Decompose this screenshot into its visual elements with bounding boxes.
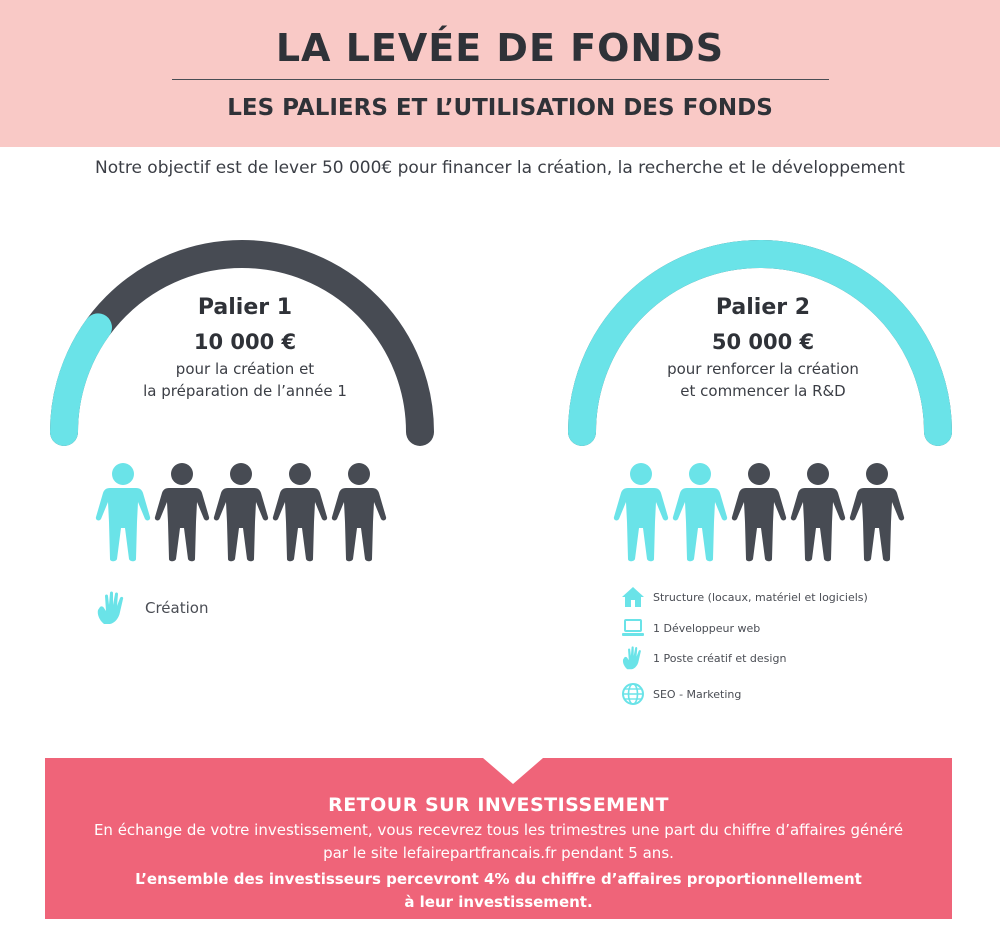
- tier-2-use-structure: [621, 586, 868, 608]
- tier-2-amount: 50 000 €: [711, 330, 815, 354]
- roi-heading: RETOUR SUR INVESTISSEMENT: [328, 794, 669, 816]
- tier-2-use-label-4: SEO - Marketing: [653, 687, 742, 701]
- tier-1-gauge: [35, 240, 455, 460]
- tier-2-use-label-2: 1 Développeur web: [653, 621, 761, 635]
- tier-1-amount: 10 000 €: [193, 330, 297, 354]
- person-icon: [331, 462, 387, 562]
- hand-icon: [621, 645, 645, 671]
- tier-1-desc-line2: la préparation de l’année 1: [143, 382, 347, 400]
- person-icon: [613, 462, 669, 562]
- person-icon: [154, 462, 210, 562]
- person-icon: [731, 462, 787, 562]
- tier-2-desc-line2: et commencer la R&D: [680, 382, 846, 400]
- header-banner: [0, 0, 1000, 147]
- person-icon: [790, 462, 846, 562]
- roi-notch: [483, 758, 543, 784]
- globe-icon: [621, 682, 645, 706]
- roi-line-2: par le site lefairepartfrancais.fr pendant 5 ans.: [323, 844, 674, 862]
- tier-2-gauge: [553, 240, 973, 460]
- tier-2-use-label-3: 1 Poste créatif et design: [653, 651, 787, 665]
- title-divider: [172, 79, 829, 80]
- roi-box: [45, 758, 952, 919]
- tier-1-name: Palier 1: [197, 295, 293, 320]
- tier-2-name: Palier 2: [715, 295, 811, 320]
- tier-1-desc-line1: pour la création et: [175, 360, 315, 378]
- page-title: LA LEVÉE DE FONDS: [275, 26, 725, 70]
- roi-line-3: L’ensemble des investisseurs percevront 4% du chiffre d’affaires proportionnellement: [135, 870, 862, 888]
- tier-1-use-creation: [95, 590, 208, 626]
- person-icon: [672, 462, 728, 562]
- tier-2-use-design: [621, 645, 786, 671]
- person-icon: [272, 462, 328, 562]
- person-icon: [95, 462, 151, 562]
- tier-1-use-label: Création: [145, 599, 209, 617]
- tier-2-use-label-1: Structure (locaux, matériel et logiciels): [653, 590, 868, 604]
- laptop-icon: [621, 618, 645, 638]
- tier-2-use-seo: [621, 682, 741, 706]
- person-icon: [849, 462, 905, 562]
- page-subtitle: LES PALIERS ET L’UTILISATION DES FONDS: [227, 95, 773, 121]
- tier-2-desc-line1: pour renforcer la création: [667, 360, 859, 378]
- roi-line-4: à leur investissement.: [404, 893, 593, 911]
- hand-icon: [95, 590, 129, 626]
- house-icon: [621, 586, 645, 608]
- tier-1-people: [95, 462, 395, 562]
- tier-2-people: [613, 462, 913, 562]
- roi-line-1: En échange de votre investissement, vous recevrez tous les trimestres une part du chiffre d’affaires généré: [93, 821, 904, 839]
- tier-2-use-developer: [621, 618, 760, 638]
- person-icon: [213, 462, 269, 562]
- objective-text: Notre objectif est de lever 50 000€ pour financer la création, la recherche et le développement: [95, 158, 905, 178]
